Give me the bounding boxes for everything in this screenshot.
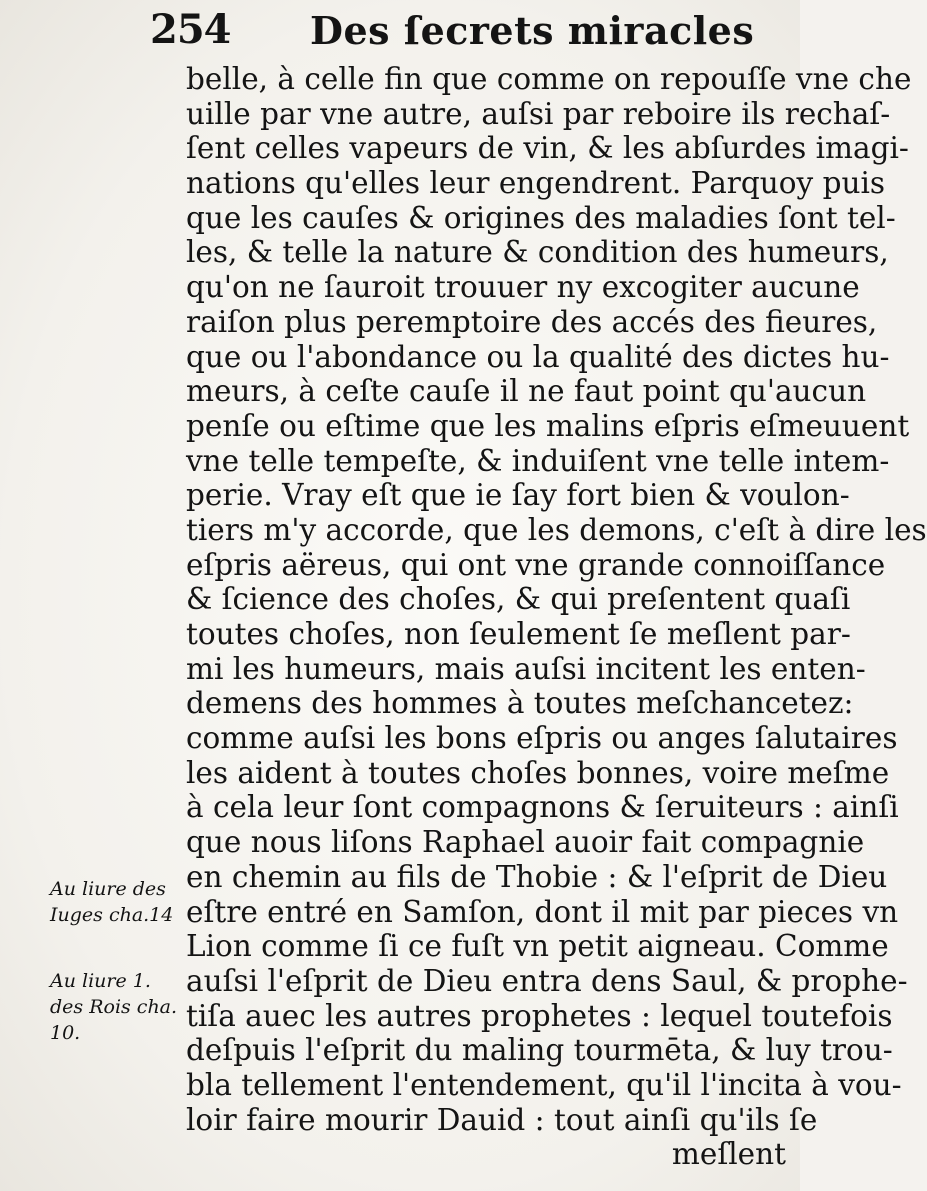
text-line: demens des hommes à toutes meſchancetez:: [186, 686, 854, 721]
margin-note-kings: [50, 968, 185, 1046]
text-line: penſe ou eſtime que les malins eſpris eſmeuuent: [186, 408, 910, 443]
text-line: toutes choſes, non ſeulement ſe meſlent par-: [186, 617, 851, 651]
body-text: [186, 62, 927, 1172]
text-line: que les cauſes & origines des maladies ſont tel-: [186, 200, 896, 235]
page-header: [150, 6, 790, 56]
catchword: meſlent: [671, 1137, 786, 1172]
text-line: perie. Vray eſt que ie ſay fort bien & voulon-: [186, 478, 850, 513]
text-line: meurs, à ceſte cauſe il ne faut point qu'aucun: [186, 374, 867, 409]
text-line: en chemin au fils de Thobie : & l'eſprit de Dieu: [186, 859, 888, 894]
text-line: eſpris aëreus, qui ont vne grande connoiſſance: [186, 547, 886, 582]
text-line: que nous liſons Raphael auoir fait compagnie: [186, 825, 865, 860]
text-line: deſpuis l'eſprit du maling tourmēta, & luy trou-: [186, 1033, 893, 1068]
text-line: eſtre entré en Samſon, dont il mit par pieces vn: [186, 894, 899, 929]
text-line: mi les humeurs, mais auſsi incitent les enten-: [186, 651, 866, 686]
text-line: Lion comme ſi ce fuſt vn petit aigneau. Comme: [186, 929, 889, 964]
text-line: que ou l'abondance ou la qualité des dictes hu-: [186, 339, 890, 374]
text-line: ſent celles vapeurs de vin, & les abſurdes imagi-: [186, 131, 909, 166]
running-title: Des ſecrets miracles: [310, 8, 755, 53]
text-line: auſsi l'eſprit de Dieu entra dens Saul, & prophe-: [186, 963, 908, 998]
margin-note-judges: [50, 876, 185, 928]
text-line: comme auſsi les bons eſpris ou anges ſalutaires: [186, 721, 898, 756]
text-line: qu'on ne ſauroit trouuer ny excogiter aucune: [186, 270, 860, 305]
text-line: bla tellement l'entendement, qu'il l'incita à vou-: [186, 1067, 902, 1102]
text-line: tiers m'y accorde, que les demons, c'eſt à dire les: [186, 512, 927, 547]
text-line: les, & telle la nature & condition des humeurs,: [186, 235, 889, 270]
text-line: tiſa auec les autres prophetes : lequel toutefois: [186, 998, 893, 1033]
page-number: 254: [150, 6, 231, 53]
text-line: uille par vne autre, auſsi par reboire ils rechaſ-: [186, 96, 891, 131]
text-line: nations qu'elles leur engendrent. Parquoy puis: [186, 166, 886, 201]
margin-note-line: Au liure des: [50, 878, 166, 900]
text-line: raiſon plus peremptoire des accés des fieures,: [186, 304, 878, 339]
text-line: loir faire mourir Dauid : tout ainſi qu'ils ſe: [186, 1102, 818, 1137]
margin-note-line: Au liure 1.: [50, 970, 151, 992]
text-line: à cela leur ſont compagnons & ſeruiteurs : ainſi: [186, 790, 899, 825]
margin-note-line: 10.: [50, 1022, 81, 1044]
text-line: vne telle tempeſte, & induiſent vne telle intem-: [186, 443, 890, 478]
text-line: belle, à celle fin que comme on repouſſe vne che: [186, 62, 912, 96]
margin-note-line: Iuges cha.14: [50, 904, 174, 926]
margin-note-line: des Rois cha.: [50, 996, 178, 1018]
text-line: & ſcience des choſes, & qui preſentent quaſi: [186, 582, 851, 617]
text-line: les aident à toutes choſes bonnes, voire meſme: [186, 755, 890, 790]
